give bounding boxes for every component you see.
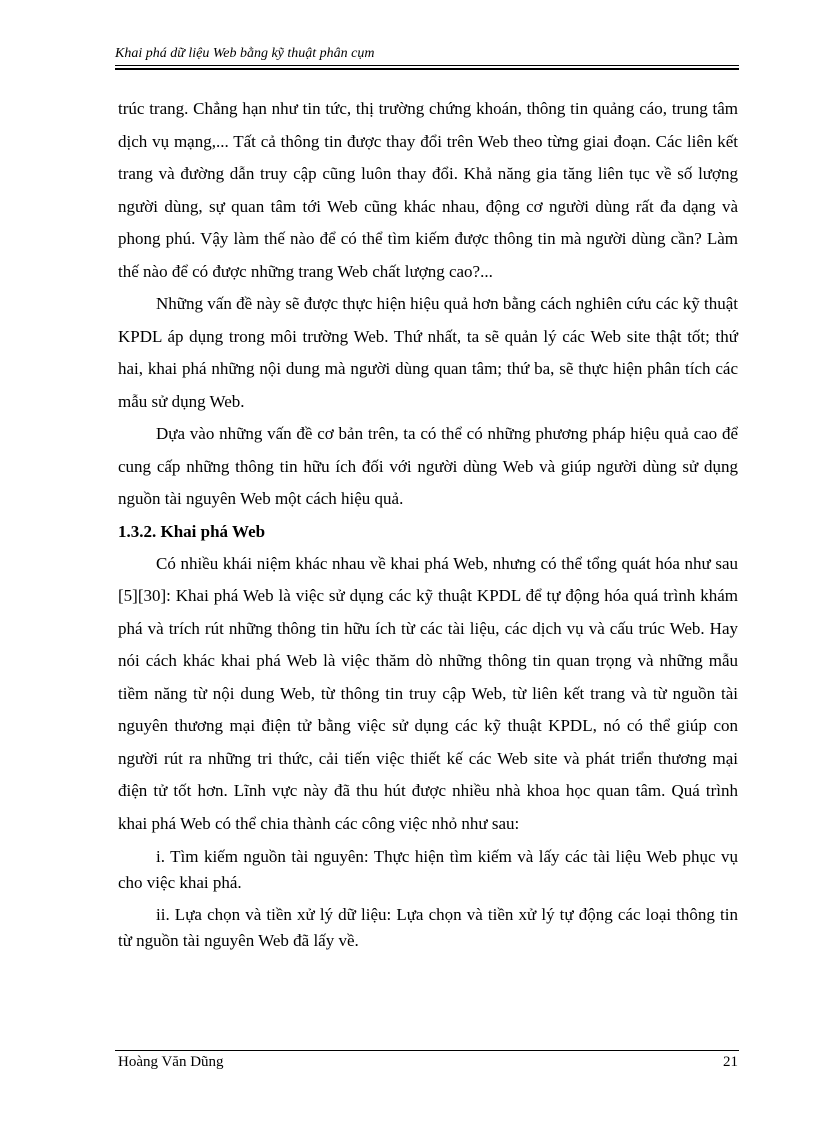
body-paragraph-1: trúc trang. Chẳng hạn như tin tức, thị trường chứng khoán, thông tin quảng cáo, trung tâm dịch vụ mạng,... Tất cả thông tin được thay đổi trên Web theo từng giai đoạn. Các liên kết trang và đường dẫn truy cập cũng luôn thay đổi. Khả năng gia tăng liên tục về số lượng người dùng, sự quan tâm tới Web cũng khác nhau, động cơ người dùng rất đa dạng và phong phú. Vậy làm thế nào để có thể tìm kiếm được thông tin mà người dùng cần? Làm thế nào để có được những trang Web chất lượng cao?...: [118, 99, 738, 281]
footer-author: Hoàng Văn Dũng: [118, 1054, 224, 1070]
body-paragraph-4: Có nhiều khái niệm khác nhau về khai phá Web, nhưng có thể tổng quát hóa như sau [5][30]: Khai phá Web là việc sử dụng các kỹ thuật KPDL để tự động hóa quá trình khám phá và trích rút những thông tin hữu ích từ các tài liệu, các dịch vụ và cấu trúc Web. Hay nói cách khác khai phá Web là việc thăm dò những thông tin quan trọng và những mẫu tiềm năng từ nội dung Web, từ thông tin truy cập Web, từ liên kết trang và từ nguồn tài nguyên thương mại điện tử bằng việc sử dụng các kỹ thuật KPDL, nó có thể giúp con người rút ra những tri thức, cải tiến việc thiết kế các Web site và phát triển thương mại điện tử tốt hơn. Lĩnh vực này đã thu hút được nhiều nhà khoa học quan tâm. Quá trình khai phá Web có thể chia thành các công việc nhỏ như sau:: [118, 553, 738, 833]
list-item-2: ii. Lựa chọn và tiền xử lý dữ liệu: Lựa chọn và tiền xử lý tự động các loại thông tin từ nguồn tài nguyên Web đã lấy về.: [118, 905, 738, 950]
page-number: 21: [723, 1054, 738, 1070]
list-item-1: i. Tìm kiếm nguồn tài nguyên: Thực hiện tìm kiếm và lấy các tài liệu Web phục vụ cho việc khai phá.: [118, 847, 738, 892]
header-title: Khai phá dữ liệu Web bằng kỹ thuật phân cụm: [115, 46, 375, 61]
header-rule-thick: [115, 68, 739, 70]
section-heading: 1.3.2. Khai phá Web: [118, 521, 266, 541]
footer-rule: [115, 1050, 739, 1051]
body-paragraph-2: Những vấn đề này sẽ được thực hiện hiệu quả hơn bằng cách nghiên cứu các kỹ thuật KPDL áp dụng trong môi trường Web. Thứ nhất, ta sẽ quản lý các Web site thật tốt; thứ hai, khai phá những nội dung mà người dùng quan tâm; thứ ba, sẽ thực hiện phân tích các mẫu sử dụng Web.: [118, 294, 738, 411]
body-paragraph-3: Dựa vào những vấn đề cơ bản trên, ta có thể có những phương pháp hiệu quả cao để cung cấp những thông tin hữu ích đối với người dùng Web và giúp người dùng sử dụng nguồn tài nguyên Web một cách hiệu quả.: [118, 424, 738, 508]
header-rule-thin: [115, 65, 739, 66]
page-body: [118, 93, 738, 960]
